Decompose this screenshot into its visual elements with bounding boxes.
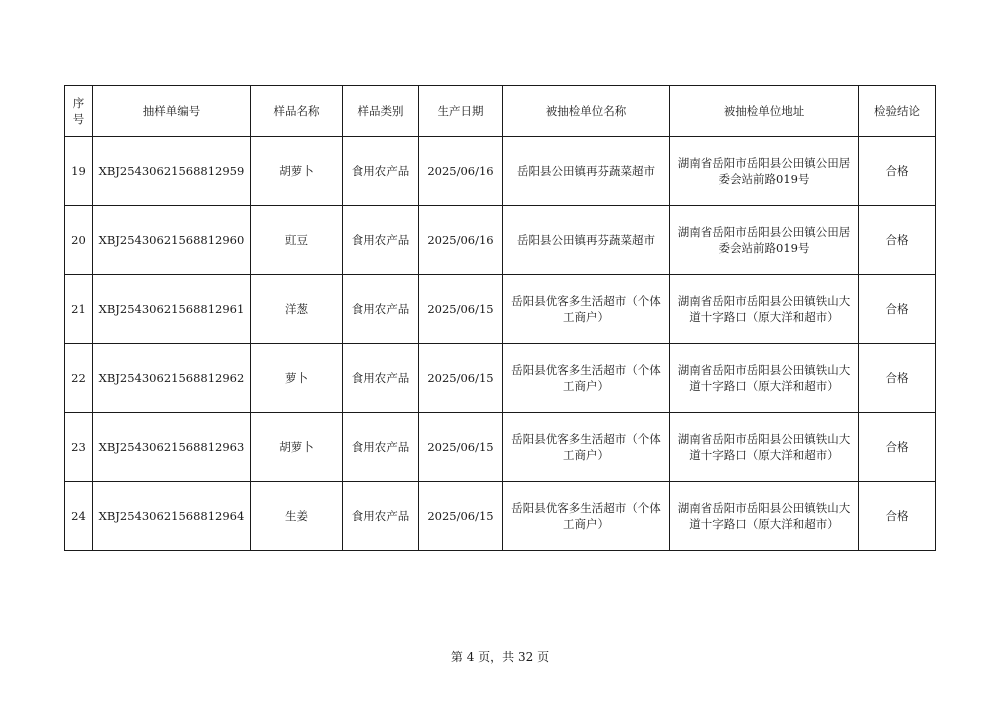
sample-category-cell: 食用农产品 <box>343 413 419 482</box>
unit-address-cell: 湖南省岳阳市岳阳县公田镇铁山大道十字路口（原大洋和超市） <box>670 344 859 413</box>
production-date-cell: 2025/06/15 <box>419 413 503 482</box>
unit-name-cell: 岳阳县公田镇再芬蔬菜超市 <box>503 137 670 206</box>
sample-id-cell: XBJ25430621568812959 <box>93 137 251 206</box>
header-production-date: 生产日期 <box>419 86 503 137</box>
conclusion-cell: 合格 <box>859 275 936 344</box>
unit-address-cell: 湖南省岳阳市岳阳县公田镇铁山大道十字路口（原大洋和超市） <box>670 413 859 482</box>
sample-category-cell: 食用农产品 <box>343 275 419 344</box>
header-sample-id: 抽样单编号 <box>93 86 251 137</box>
serial-number-cell: 22 <box>65 344 93 413</box>
header-serial-number: 序 号 <box>65 86 93 137</box>
table-row <box>65 344 936 413</box>
sample-id-cell: XBJ25430621568812964 <box>93 482 251 551</box>
sample-category-cell: 食用农产品 <box>343 482 419 551</box>
sample-id-cell: XBJ25430621568812961 <box>93 275 251 344</box>
table-row <box>65 275 936 344</box>
unit-address-cell: 湖南省岳阳市岳阳县公田镇铁山大道十字路口（原大洋和超市） <box>670 275 859 344</box>
table-row <box>65 482 936 551</box>
production-date-cell: 2025/06/16 <box>419 206 503 275</box>
unit-address-cell: 湖南省岳阳市岳阳县公田镇铁山大道十字路口（原大洋和超市） <box>670 482 859 551</box>
table-row <box>65 206 936 275</box>
sample-name-cell: 胡萝卜 <box>251 137 343 206</box>
conclusion-cell: 合格 <box>859 206 936 275</box>
serial-number-cell: 20 <box>65 206 93 275</box>
unit-address-cell: 湖南省岳阳市岳阳县公田镇公田居委会站前路019号 <box>670 137 859 206</box>
unit-name-cell: 岳阳县公田镇再芬蔬菜超市 <box>503 206 670 275</box>
production-date-cell: 2025/06/15 <box>419 275 503 344</box>
sample-category-cell: 食用农产品 <box>343 206 419 275</box>
header-conclusion: 检验结论 <box>859 86 936 137</box>
table-row <box>65 137 936 206</box>
unit-name-cell: 岳阳县优客多生活超市（个体工商户） <box>503 275 670 344</box>
page-number-footer: 第 4 页，共 32 页 <box>450 650 550 664</box>
serial-number-cell: 19 <box>65 137 93 206</box>
header-sample-category: 样品类别 <box>343 86 419 137</box>
sample-id-cell: XBJ25430621568812960 <box>93 206 251 275</box>
production-date-cell: 2025/06/16 <box>419 137 503 206</box>
sample-name-cell: 生姜 <box>251 482 343 551</box>
unit-address-cell: 湖南省岳阳市岳阳县公田镇公田居委会站前路019号 <box>670 206 859 275</box>
sample-category-cell: 食用农产品 <box>343 344 419 413</box>
table-row <box>65 413 936 482</box>
sample-category-cell: 食用农产品 <box>343 137 419 206</box>
sample-name-cell: 洋葱 <box>251 275 343 344</box>
production-date-cell: 2025/06/15 <box>419 344 503 413</box>
conclusion-cell: 合格 <box>859 482 936 551</box>
unit-name-cell: 岳阳县优客多生活超市（个体工商户） <box>503 413 670 482</box>
sample-id-cell: XBJ25430621568812962 <box>93 344 251 413</box>
serial-number-cell: 24 <box>65 482 93 551</box>
table-header-row <box>65 86 936 137</box>
inspection-results-table <box>64 85 936 551</box>
conclusion-cell: 合格 <box>859 137 936 206</box>
header-sample-name: 样品名称 <box>251 86 343 137</box>
sample-name-cell: 豇豆 <box>251 206 343 275</box>
serial-number-cell: 21 <box>65 275 93 344</box>
conclusion-cell: 合格 <box>859 413 936 482</box>
sample-id-cell: XBJ25430621568812963 <box>93 413 251 482</box>
conclusion-cell: 合格 <box>859 344 936 413</box>
unit-name-cell: 岳阳县优客多生活超市（个体工商户） <box>503 482 670 551</box>
production-date-cell: 2025/06/15 <box>419 482 503 551</box>
sample-name-cell: 胡萝卜 <box>251 413 343 482</box>
serial-number-cell: 23 <box>65 413 93 482</box>
unit-name-cell: 岳阳县优客多生活超市（个体工商户） <box>503 344 670 413</box>
header-inspected-unit-address: 被抽检单位地址 <box>670 86 859 137</box>
sample-name-cell: 萝卜 <box>251 344 343 413</box>
header-inspected-unit-name: 被抽检单位名称 <box>503 86 670 137</box>
